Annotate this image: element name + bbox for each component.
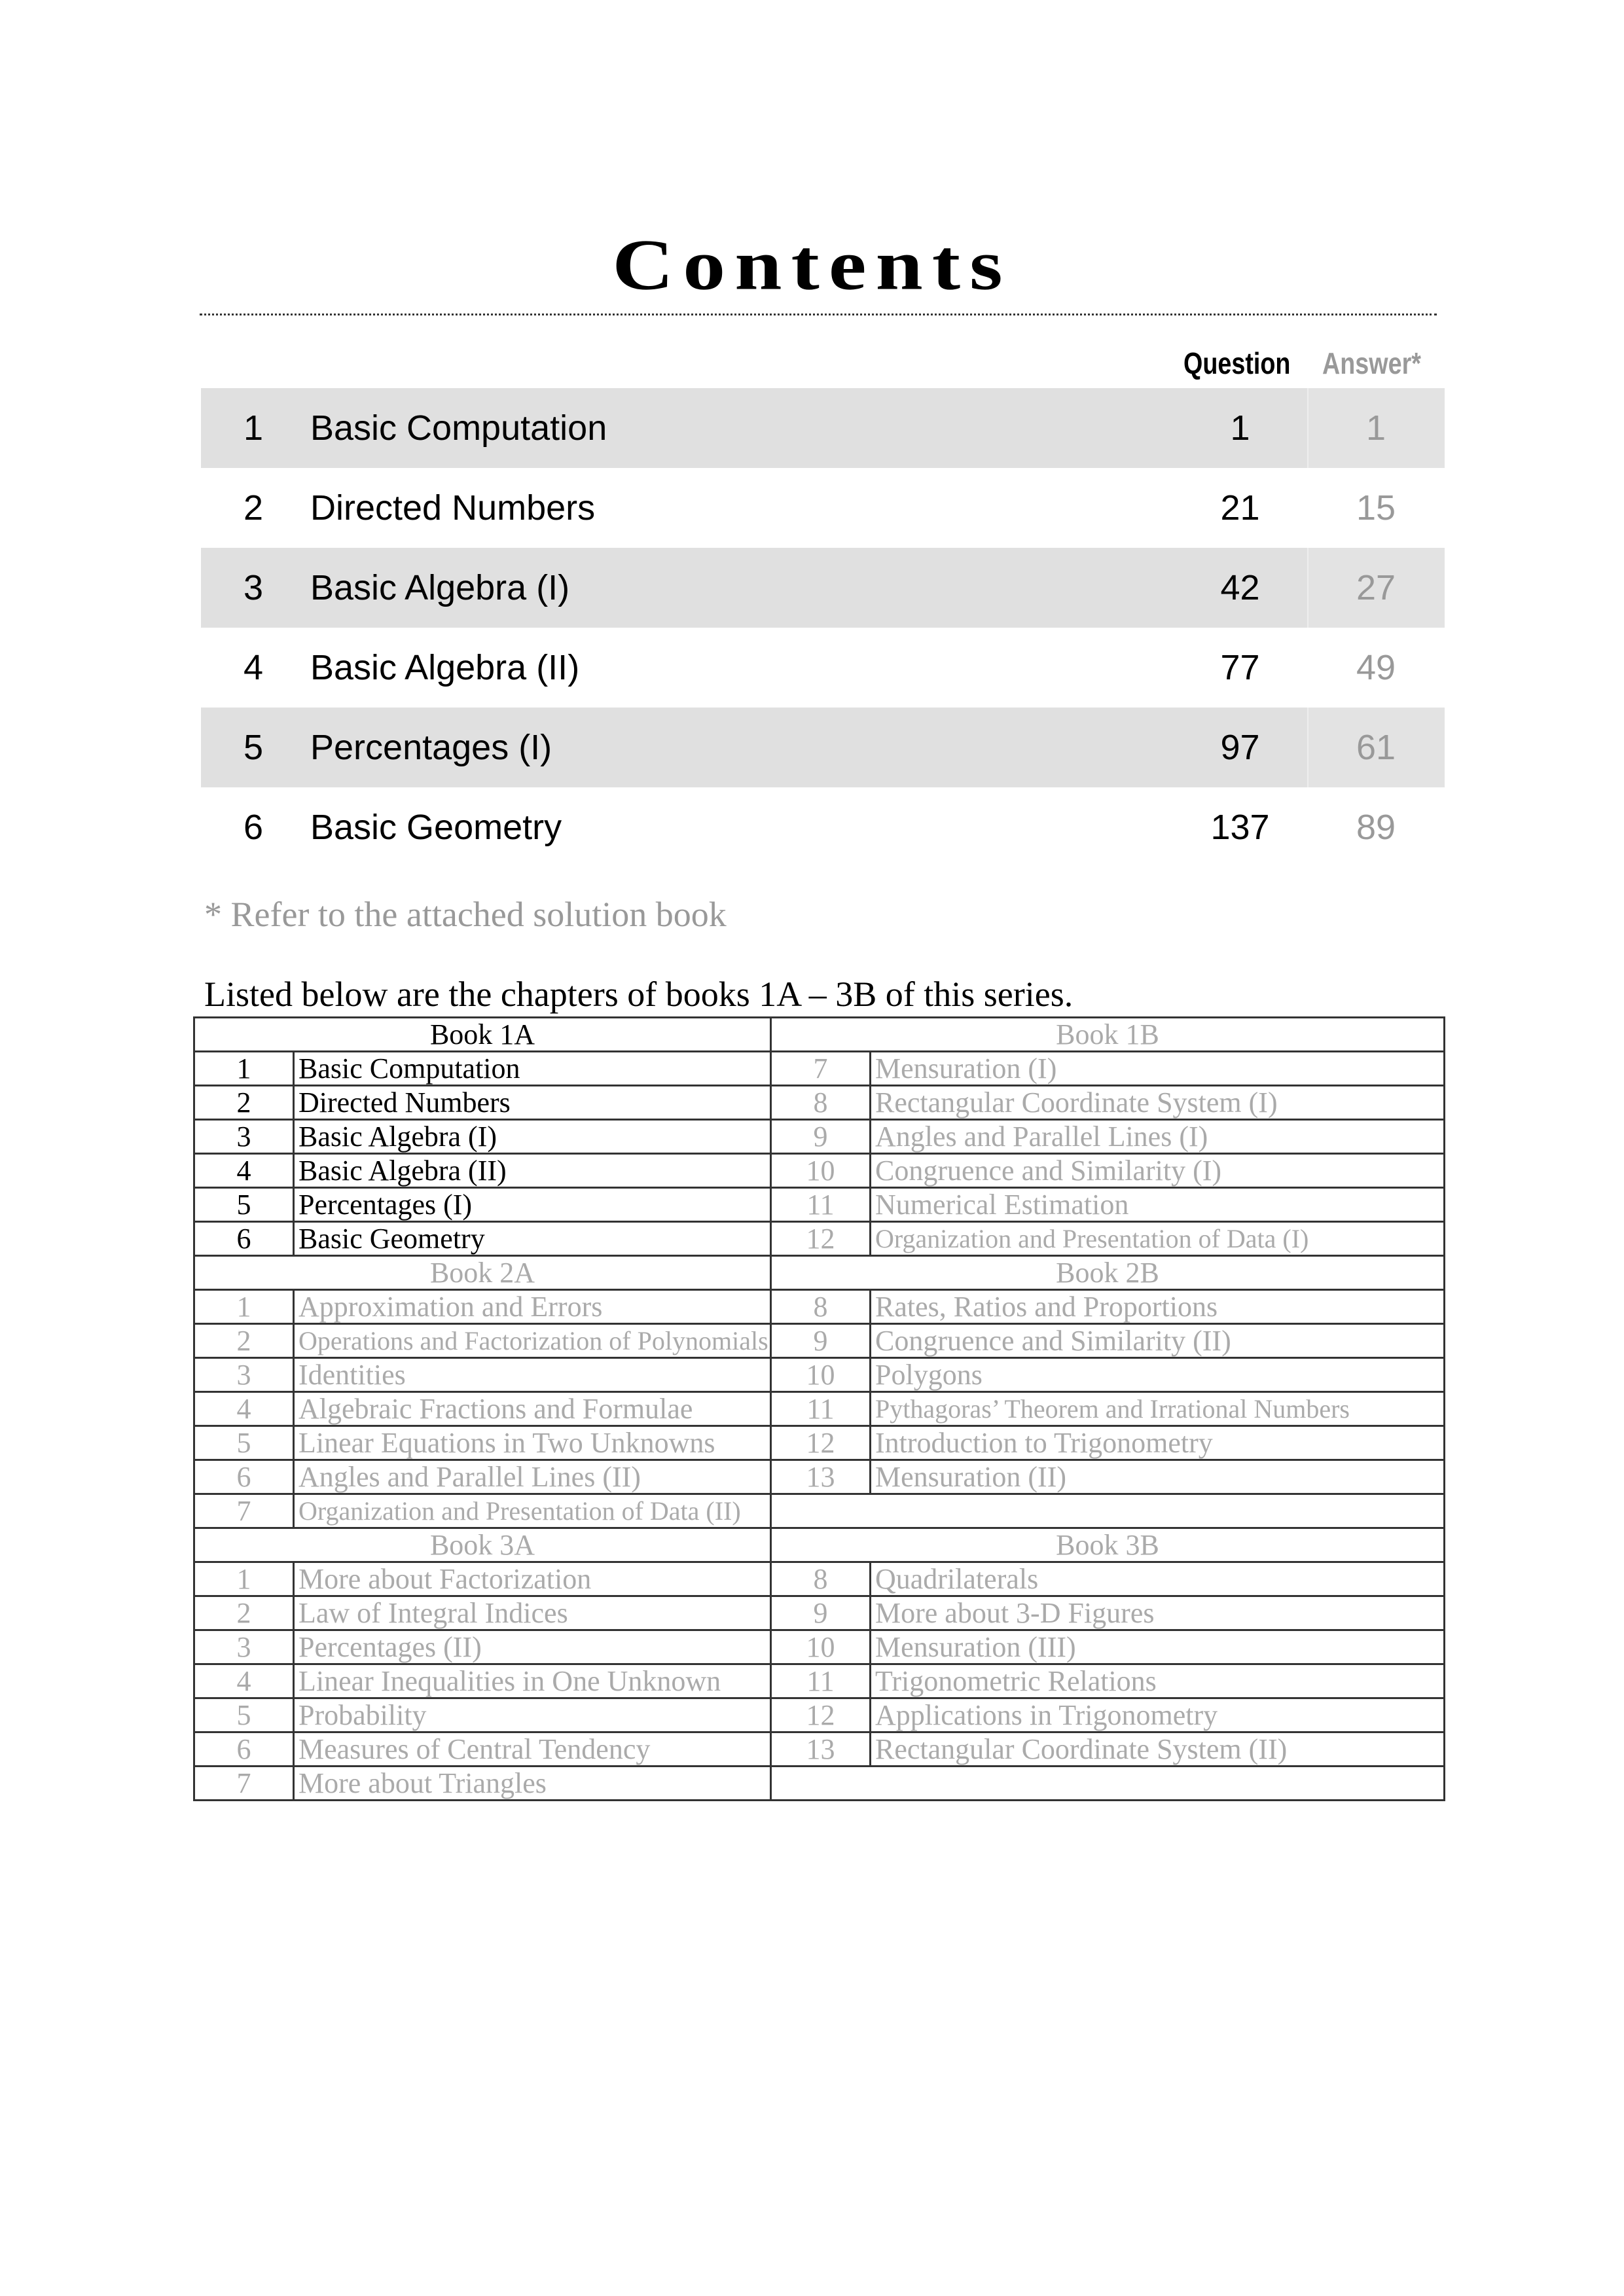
chapter-number: 8 — [771, 1290, 871, 1324]
chapter-number: 3 — [194, 1358, 294, 1392]
chapter-title: Basic Geometry — [294, 1222, 771, 1256]
chapter-title: Quadrilaterals — [871, 1562, 1445, 1596]
chapter-title: More about Triangles — [294, 1767, 771, 1801]
chapter-number: 10 — [771, 1358, 871, 1392]
chapter-number: 7 — [771, 1052, 871, 1086]
answer-page: 15 — [1356, 488, 1396, 528]
chapter-title: Percentages (I) — [310, 728, 552, 767]
contents-row[interactable] — [201, 628, 1443, 708]
chapter-title: Rectangular Coordinate System (I) — [871, 1086, 1445, 1120]
question-page: 97 — [1220, 728, 1260, 767]
contents-row[interactable] — [201, 468, 1443, 548]
question-column-header: Question — [1183, 346, 1291, 380]
book-name: Book 1A — [194, 1018, 771, 1052]
book-chapter-row — [194, 1052, 1445, 1086]
chapter-title: Percentages (I) — [294, 1188, 771, 1222]
question-page: 42 — [1220, 568, 1260, 607]
chapter-number: 8 — [771, 1086, 871, 1120]
book-name: Book 2B — [771, 1256, 1445, 1290]
chapter-title: Basic Computation — [310, 408, 607, 448]
chapter-title: Mensuration (III) — [871, 1630, 1445, 1664]
chapter-title: Angles and Parallel Lines (II) — [294, 1460, 771, 1494]
book-header-row — [194, 1256, 1445, 1290]
chapter-title: Polygons — [871, 1358, 1445, 1392]
chapter-number: 11 — [771, 1188, 871, 1222]
book-chapter-row — [194, 1562, 1445, 1596]
empty-cell — [771, 1494, 1445, 1528]
chapter-number: 2 — [194, 1086, 294, 1120]
chapter-title: Directed Numbers — [310, 488, 596, 528]
book-chapter-row — [194, 1154, 1445, 1188]
chapter-title: Angles and Parallel Lines (I) — [871, 1120, 1445, 1154]
contents-row[interactable] — [201, 388, 1443, 468]
chapter-title: Mensuration (II) — [871, 1460, 1445, 1494]
book-name: Book 1B — [771, 1018, 1445, 1052]
chapter-title: Applications in Trigonometry — [871, 1698, 1445, 1732]
question-page: 77 — [1220, 648, 1260, 687]
chapter-number: 3 — [194, 1630, 294, 1664]
book-chapter-row — [194, 1460, 1445, 1494]
answer-page: 89 — [1356, 808, 1396, 847]
chapter-title: Approximation and Errors — [294, 1290, 771, 1324]
chapter-title: Algebraic Fractions and Formulae — [294, 1392, 771, 1426]
chapter-number: 3 — [194, 1120, 294, 1154]
chapter-number: 7 — [194, 1494, 294, 1528]
chapter-number: 4 — [243, 648, 264, 687]
chapter-number: 12 — [771, 1698, 871, 1732]
chapter-title: Measures of Central Tendency — [294, 1732, 771, 1767]
chapter-title: Basic Algebra (II) — [310, 648, 580, 687]
chapter-title: Basic Computation — [294, 1052, 771, 1086]
contents-row[interactable] — [201, 787, 1443, 867]
book-chapter-row — [194, 1086, 1445, 1120]
chapter-title: More about Factorization — [294, 1562, 771, 1596]
question-page: 137 — [1210, 808, 1270, 847]
page-title: Contents — [612, 224, 1012, 306]
series-chapters-table — [193, 1016, 1445, 1801]
chapter-number: 9 — [771, 1120, 871, 1154]
book-header-row — [194, 1018, 1445, 1052]
answer-page: 61 — [1356, 728, 1396, 767]
chapter-title: Numerical Estimation — [871, 1188, 1445, 1222]
chapter-title: Introduction to Trigonometry — [871, 1426, 1445, 1460]
chapter-title: More about 3-D Figures — [871, 1596, 1445, 1630]
chapter-number: 5 — [194, 1698, 294, 1732]
chapter-number: 1 — [194, 1290, 294, 1324]
chapter-number: 13 — [771, 1732, 871, 1767]
chapter-title: Mensuration (I) — [871, 1052, 1445, 1086]
chapter-title: Percentages (II) — [294, 1630, 771, 1664]
book-name: Book 3A — [194, 1528, 771, 1562]
chapter-number: 9 — [771, 1324, 871, 1358]
chapter-number: 3 — [243, 568, 264, 607]
chapter-title: Basic Algebra (I) — [294, 1120, 771, 1154]
series-intro: Listed below are the chapters of books 1A – 3B of this series. — [204, 975, 1074, 1014]
chapter-title: Rates, Ratios and Proportions — [871, 1290, 1445, 1324]
chapter-number: 6 — [194, 1460, 294, 1494]
chapter-number: 7 — [194, 1767, 294, 1801]
chapter-number: 2 — [243, 488, 264, 528]
book-chapter-row — [194, 1222, 1445, 1256]
chapter-number: 4 — [194, 1154, 294, 1188]
chapter-title: Basic Geometry — [310, 808, 562, 847]
book-chapter-row — [194, 1767, 1445, 1801]
chapter-number: 6 — [194, 1732, 294, 1767]
book-chapter-row — [194, 1664, 1445, 1698]
book-chapter-row — [194, 1358, 1445, 1392]
chapter-title: Identities — [294, 1358, 771, 1392]
chapter-title: Basic Algebra (II) — [294, 1154, 771, 1188]
chapter-title: Linear Inequalities in One Unknown — [294, 1664, 771, 1698]
answer-page: 49 — [1356, 648, 1396, 687]
chapter-number: 5 — [194, 1188, 294, 1222]
contents-row[interactable] — [201, 548, 1443, 628]
empty-cell — [771, 1767, 1445, 1801]
chapter-number: 10 — [771, 1630, 871, 1664]
book-chapter-row — [194, 1290, 1445, 1324]
chapter-number: 10 — [771, 1154, 871, 1188]
chapter-title: Operations and Factorization of Polynomials — [294, 1324, 771, 1358]
chapter-title: Probability — [294, 1698, 771, 1732]
chapter-number: 12 — [771, 1426, 871, 1460]
chapter-title: Rectangular Coordinate System (II) — [871, 1732, 1445, 1767]
chapter-title: Directed Numbers — [294, 1086, 771, 1120]
chapter-number: 1 — [194, 1052, 294, 1086]
book-chapter-row — [194, 1732, 1445, 1767]
footnote: * Refer to the attached solution book — [204, 895, 727, 934]
book-chapter-row — [194, 1698, 1445, 1732]
book-chapter-row — [194, 1324, 1445, 1358]
chapter-number: 11 — [771, 1392, 871, 1426]
chapter-title: Law of Integral Indices — [294, 1596, 771, 1630]
chapter-number: 6 — [194, 1222, 294, 1256]
chapter-number: 8 — [771, 1562, 871, 1596]
chapter-number: 2 — [194, 1324, 294, 1358]
book-chapter-row — [194, 1120, 1445, 1154]
chapter-number: 5 — [243, 728, 264, 767]
chapter-number: 11 — [771, 1664, 871, 1698]
chapter-title: Congruence and Similarity (I) — [871, 1154, 1445, 1188]
chapter-number: 9 — [771, 1596, 871, 1630]
chapter-title: Organization and Presentation of Data (I) — [871, 1222, 1445, 1256]
chapter-number: 12 — [771, 1222, 871, 1256]
chapter-number: 4 — [194, 1664, 294, 1698]
book-chapter-row — [194, 1630, 1445, 1664]
chapter-number: 5 — [194, 1426, 294, 1460]
chapter-number: 1 — [194, 1562, 294, 1596]
book-chapter-row — [194, 1596, 1445, 1630]
chapter-number: 4 — [194, 1392, 294, 1426]
chapter-title: Congruence and Similarity (II) — [871, 1324, 1445, 1358]
chapter-title: Pythagoras’ Theorem and Irrational Numbers — [871, 1392, 1445, 1426]
book-name: Book 2A — [194, 1256, 771, 1290]
answer-column-header: Answer* — [1322, 346, 1421, 380]
book-chapter-row — [194, 1188, 1445, 1222]
answer-page: 27 — [1356, 568, 1396, 607]
chapter-title: Basic Algebra (I) — [310, 568, 570, 607]
question-page: 1 — [1230, 408, 1250, 448]
book-name: Book 3B — [771, 1528, 1445, 1562]
book-header-row — [194, 1528, 1445, 1562]
chapter-title: Organization and Presentation of Data (II) — [294, 1494, 771, 1528]
contents-row[interactable] — [201, 708, 1443, 787]
chapter-number: 6 — [243, 808, 264, 847]
chapter-title: Linear Equations in Two Unknowns — [294, 1426, 771, 1460]
question-page: 21 — [1220, 488, 1260, 528]
book-chapter-row — [194, 1392, 1445, 1426]
dotted-divider — [200, 314, 1437, 315]
chapter-number: 1 — [243, 408, 264, 448]
book-chapter-row — [194, 1426, 1445, 1460]
chapter-number: 13 — [771, 1460, 871, 1494]
chapter-number: 2 — [194, 1596, 294, 1630]
answer-page: 1 — [1365, 408, 1386, 448]
book-chapter-row — [194, 1494, 1445, 1528]
chapter-title: Trigonometric Relations — [871, 1664, 1445, 1698]
